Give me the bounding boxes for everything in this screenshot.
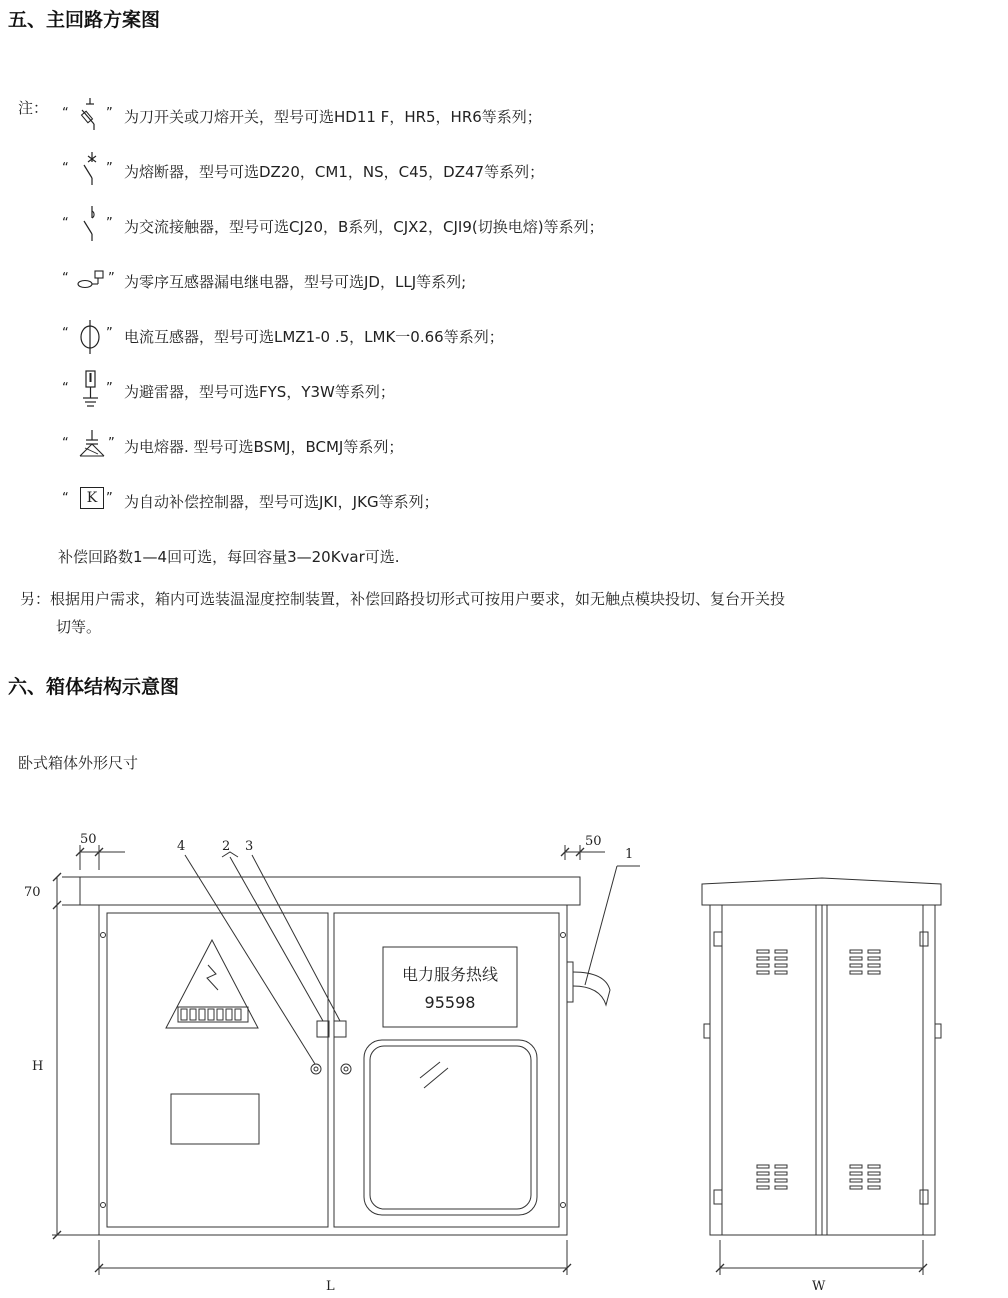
side-hinge [714, 1190, 722, 1204]
side-hinge [714, 932, 722, 946]
latch [317, 1021, 329, 1037]
outlet-pipe [573, 972, 610, 1005]
vent-group [850, 950, 880, 974]
drawing-subtitle: 卧式箱体外形尺寸 [18, 754, 139, 772]
note-label: 注： [18, 99, 49, 117]
glass-mark [424, 1068, 448, 1088]
callout-1: 1 [625, 847, 634, 862]
leader-1 [585, 866, 617, 985]
extra-text-line1: 另：根据用户需求，箱内可选装温湿度控制装置，补偿回路投切形式可按用户要求，如无触点模块投切、复台开关投 [20, 590, 786, 608]
controller-k-icon: K [80, 487, 104, 509]
right-door [334, 913, 559, 1227]
service-title: 电力服务热线 [401, 965, 499, 984]
hinge [561, 1203, 566, 1208]
note-text: 为电熔器. 型号可选BSMJ，BCMJ等系列； [124, 438, 404, 456]
close-quote: ” [106, 326, 113, 341]
close-quote: ” [106, 161, 113, 176]
glass-mark [420, 1062, 440, 1078]
lock-core [314, 1067, 318, 1071]
dim-50-left-label: 50 [80, 832, 97, 847]
note-text: 电流互感器，型号可选LMZ1-0 .5，LMK一0.66等系列； [124, 328, 504, 346]
lock [311, 1064, 321, 1074]
note-text: 为避雷器，型号可选FYS，Y3W等系列； [124, 383, 395, 401]
meter-window [364, 1040, 537, 1215]
service-number: 95598 [424, 993, 476, 1012]
note-text: 为熔断器，型号可选DZ20，CM1，NS，C45，DZ47等系列； [124, 163, 545, 181]
side-hinge [920, 932, 928, 946]
left-door-plate [171, 1094, 259, 1144]
side-hinge [920, 1190, 928, 1204]
meter-window-inner [370, 1046, 531, 1209]
close-quote: ” [106, 491, 113, 506]
close-quote: ” [108, 271, 115, 286]
section-6-title: 六、箱体结构示意图 [8, 676, 180, 698]
close-quote: ” [106, 106, 113, 121]
left-door [107, 913, 328, 1227]
hinge [561, 933, 566, 938]
front-roof [80, 877, 580, 905]
open-quote: “ [62, 326, 69, 341]
open-quote: “ [62, 491, 69, 506]
note-text: 为交流接触器，型号可选CJ20，B系列，CJX2，CJI9(切换电熔)等系列； [124, 218, 604, 236]
close-quote: ” [106, 216, 113, 231]
side-roof [702, 878, 941, 905]
front-body [99, 905, 567, 1235]
outlet-flange [567, 962, 573, 1002]
note-text: 为零序互感器漏电继电器，型号可选JD，LLJ等系列; [124, 273, 467, 291]
lock-core [344, 1067, 348, 1071]
service-sign [383, 947, 517, 1027]
close-quote: ” [106, 381, 113, 396]
vent-group [757, 950, 787, 974]
section-5-title: 五、主回路方案图 [8, 9, 161, 31]
dim-w-label: W [812, 1279, 826, 1294]
callout-3: 3 [245, 839, 254, 854]
close-quote: ” [108, 436, 115, 451]
open-quote: “ [62, 216, 69, 231]
hinge [101, 933, 106, 938]
dim-50-right-label: 50 [585, 834, 602, 849]
side-handle [704, 1024, 710, 1038]
dim-70-label: 70 [24, 885, 41, 900]
compensation-text: 补偿回路数1—4回可选，每回容量3—20Kvar可选. [58, 548, 400, 566]
open-quote: “ [62, 381, 69, 396]
warning-label-chars [181, 1009, 241, 1020]
note-text: 为自动补偿控制器，型号可选JKI，JKG等系列； [124, 493, 439, 511]
latch [334, 1021, 346, 1037]
hinge [101, 1203, 106, 1208]
extra-text-line2: 切等。 [56, 618, 102, 636]
open-quote: “ [62, 106, 69, 121]
open-quote: “ [62, 271, 69, 286]
dim-h-label: H [32, 1059, 44, 1074]
open-quote: “ [62, 436, 69, 451]
vent-group [850, 1165, 880, 1189]
dim-l-label: L [326, 1279, 335, 1294]
lightning-icon [207, 965, 218, 990]
callout-2: 2 [222, 839, 231, 854]
open-quote: “ [62, 161, 69, 176]
lock [341, 1064, 351, 1074]
note-text: 为刀开关或刀熔开关，型号可选HD11 F，HR5，HR6等系列； [124, 108, 542, 126]
vent-group [757, 1165, 787, 1189]
side-handle [935, 1024, 941, 1038]
callout-4: 4 [177, 839, 186, 854]
